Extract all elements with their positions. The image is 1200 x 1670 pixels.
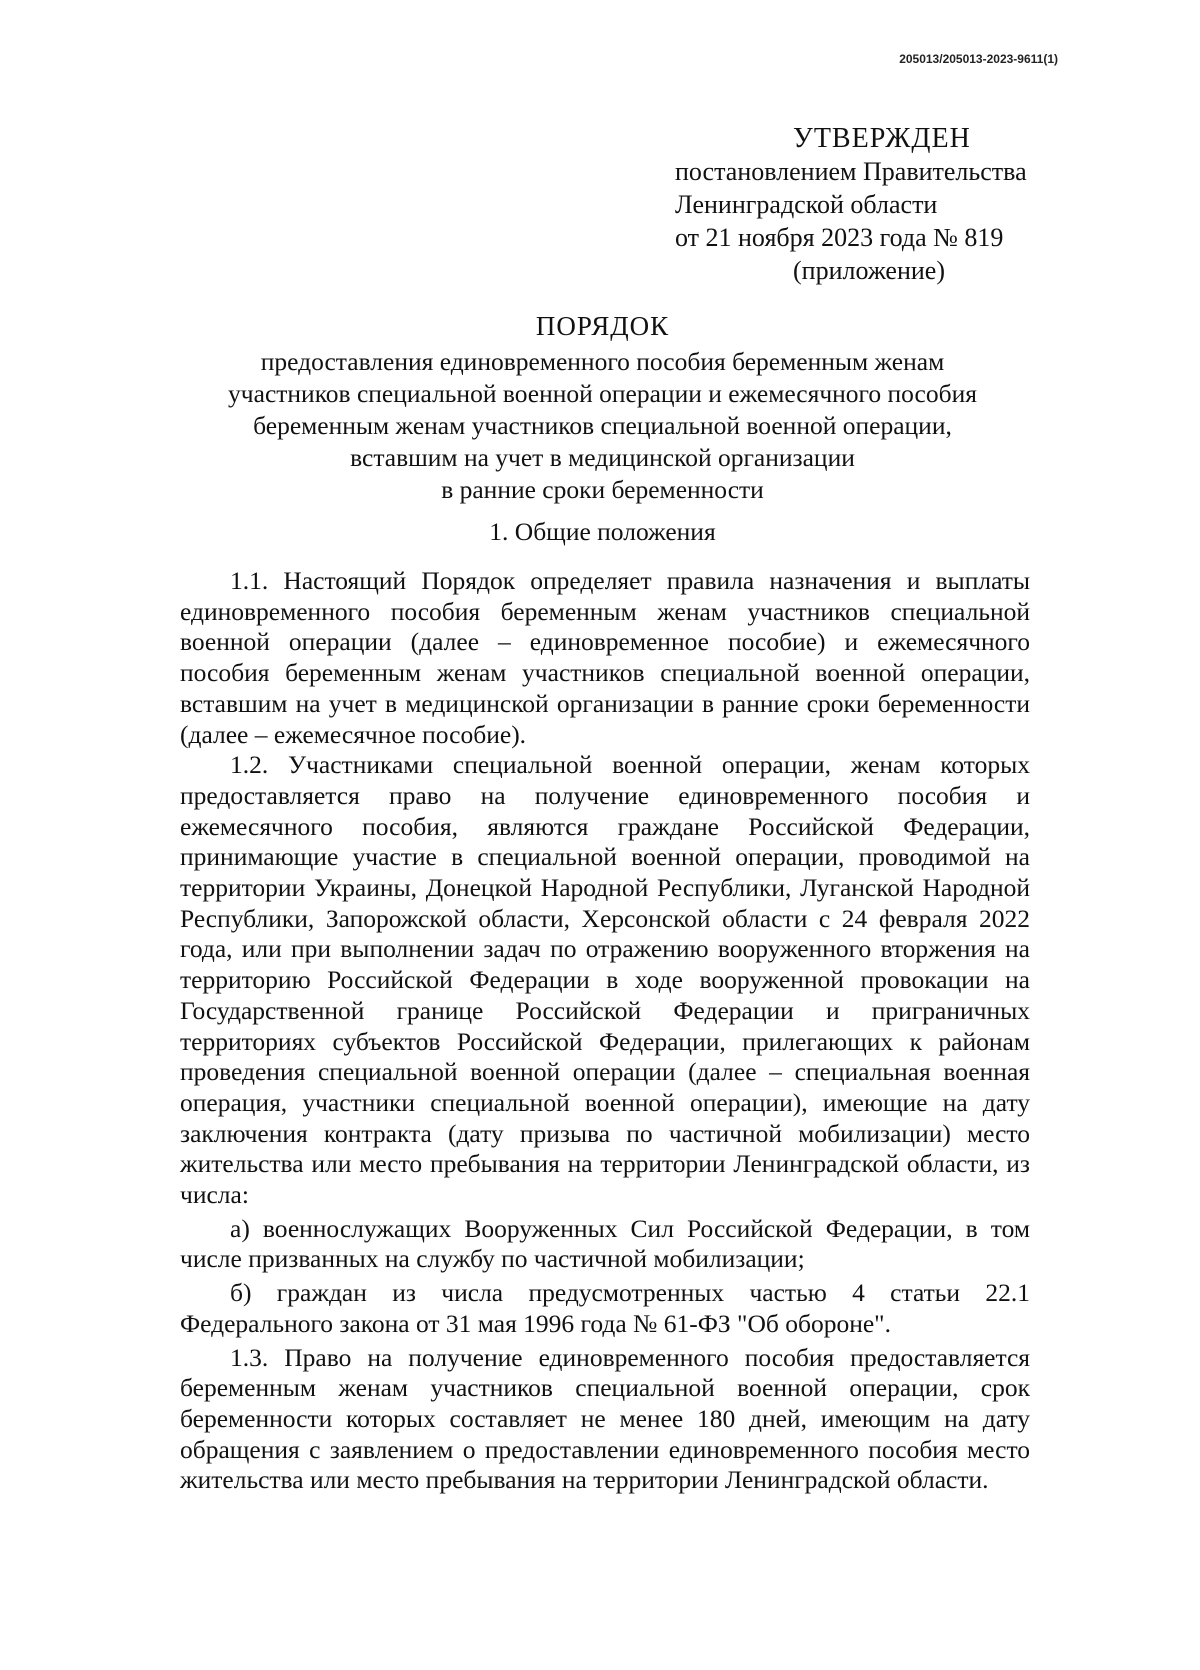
document-subtitle-line: предоставления единовременного пособия беременным женам bbox=[260, 347, 945, 376]
document-subtitle-line: вставшим на учет в медицинской организации bbox=[350, 443, 855, 472]
paragraph-1-2: 1.2. Участниками специальной военной операции, женам которых предоставляется право на получение единовременного пособия и ежемесячного пособия, являются граждане Российской Федерации, принимающие участие в специальной военной операции, проводимой на территории Украины, Донецкой Народной Республики, Луганской Народной Республики, Запорожской области, Херсонской области с 24 февраля 2022 года, или при выполнении задач по отражению вооруженного вторжения на территорию Российской Федерации в ходе вооруженной провокации на Государственной границе Российской Федерации и приграничных территориях субъектов Российской Федерации, прилегающих к районам проведения специальной военной операции (далее – специальная военная операция, участники специальной военной операции), имеющие на дату заключения контракта (дату призыва по частичной мобилизации) место жительства или место пребывания на территории Ленинградской области, из числа: bbox=[180, 750, 1030, 1210]
document-title: ПОРЯДОК bbox=[535, 311, 670, 341]
paragraph-1-3: 1.3. Право на получение единовременного пособия предоставляется беременным женам участников специальной военной операции, срок беременности которых составляет не менее 180 дней, имеющим на дату обращения с заявлением о предоставлении единовременного пособия место жительства или место пребывания на территории Ленинградской области. bbox=[180, 1342, 1030, 1495]
document-subtitle-line: в ранние сроки беременности bbox=[441, 475, 764, 504]
document-body bbox=[180, 566, 1030, 1496]
section-heading: 1. Общие положения bbox=[489, 517, 716, 546]
document-id: 205013/205013-2023-9611(1) bbox=[899, 52, 1058, 66]
paragraph-item-a: а) военнослужащих Вооруженных Сил Российской Федерации, в том числе призванных на службу по частичной мобилизации; bbox=[180, 1213, 1030, 1274]
paragraph-1-1: 1.1. Настоящий Порядок определяет правила назначения и выплаты единовременного пособия беременным женам участников специальной военной операции (далее – единовременное пособие) и ежемесячного пособия беременным женам участников специальной военной операции, вставшим на учет в медицинской организации в ранние сроки беременности (далее – ежемесячное пособие). bbox=[180, 566, 1030, 749]
approval-line-4: (приложение) bbox=[793, 256, 946, 285]
document-title-block bbox=[170, 310, 1035, 506]
approval-line-1: постановлением Правительства bbox=[675, 157, 1027, 186]
approval-heading: УТВЕРЖДЕН bbox=[793, 123, 971, 154]
document-subtitle-line: беременным женам участников специальной военной операции, bbox=[253, 411, 952, 440]
paragraph-item-b: б) граждан из числа предусмотренных частью 4 статьи 22.1 Федерального закона от 31 мая 1996 года № 61-ФЗ "Об обороне". bbox=[180, 1278, 1030, 1338]
document-subtitle-line: участников специальной военной операции и ежемесячного пособия bbox=[228, 379, 977, 408]
approval-line-3: от 21 ноября 2023 года № 819 bbox=[675, 223, 1004, 252]
approval-stamp bbox=[675, 122, 1075, 287]
approval-line-2: Ленинградской области bbox=[675, 190, 938, 219]
